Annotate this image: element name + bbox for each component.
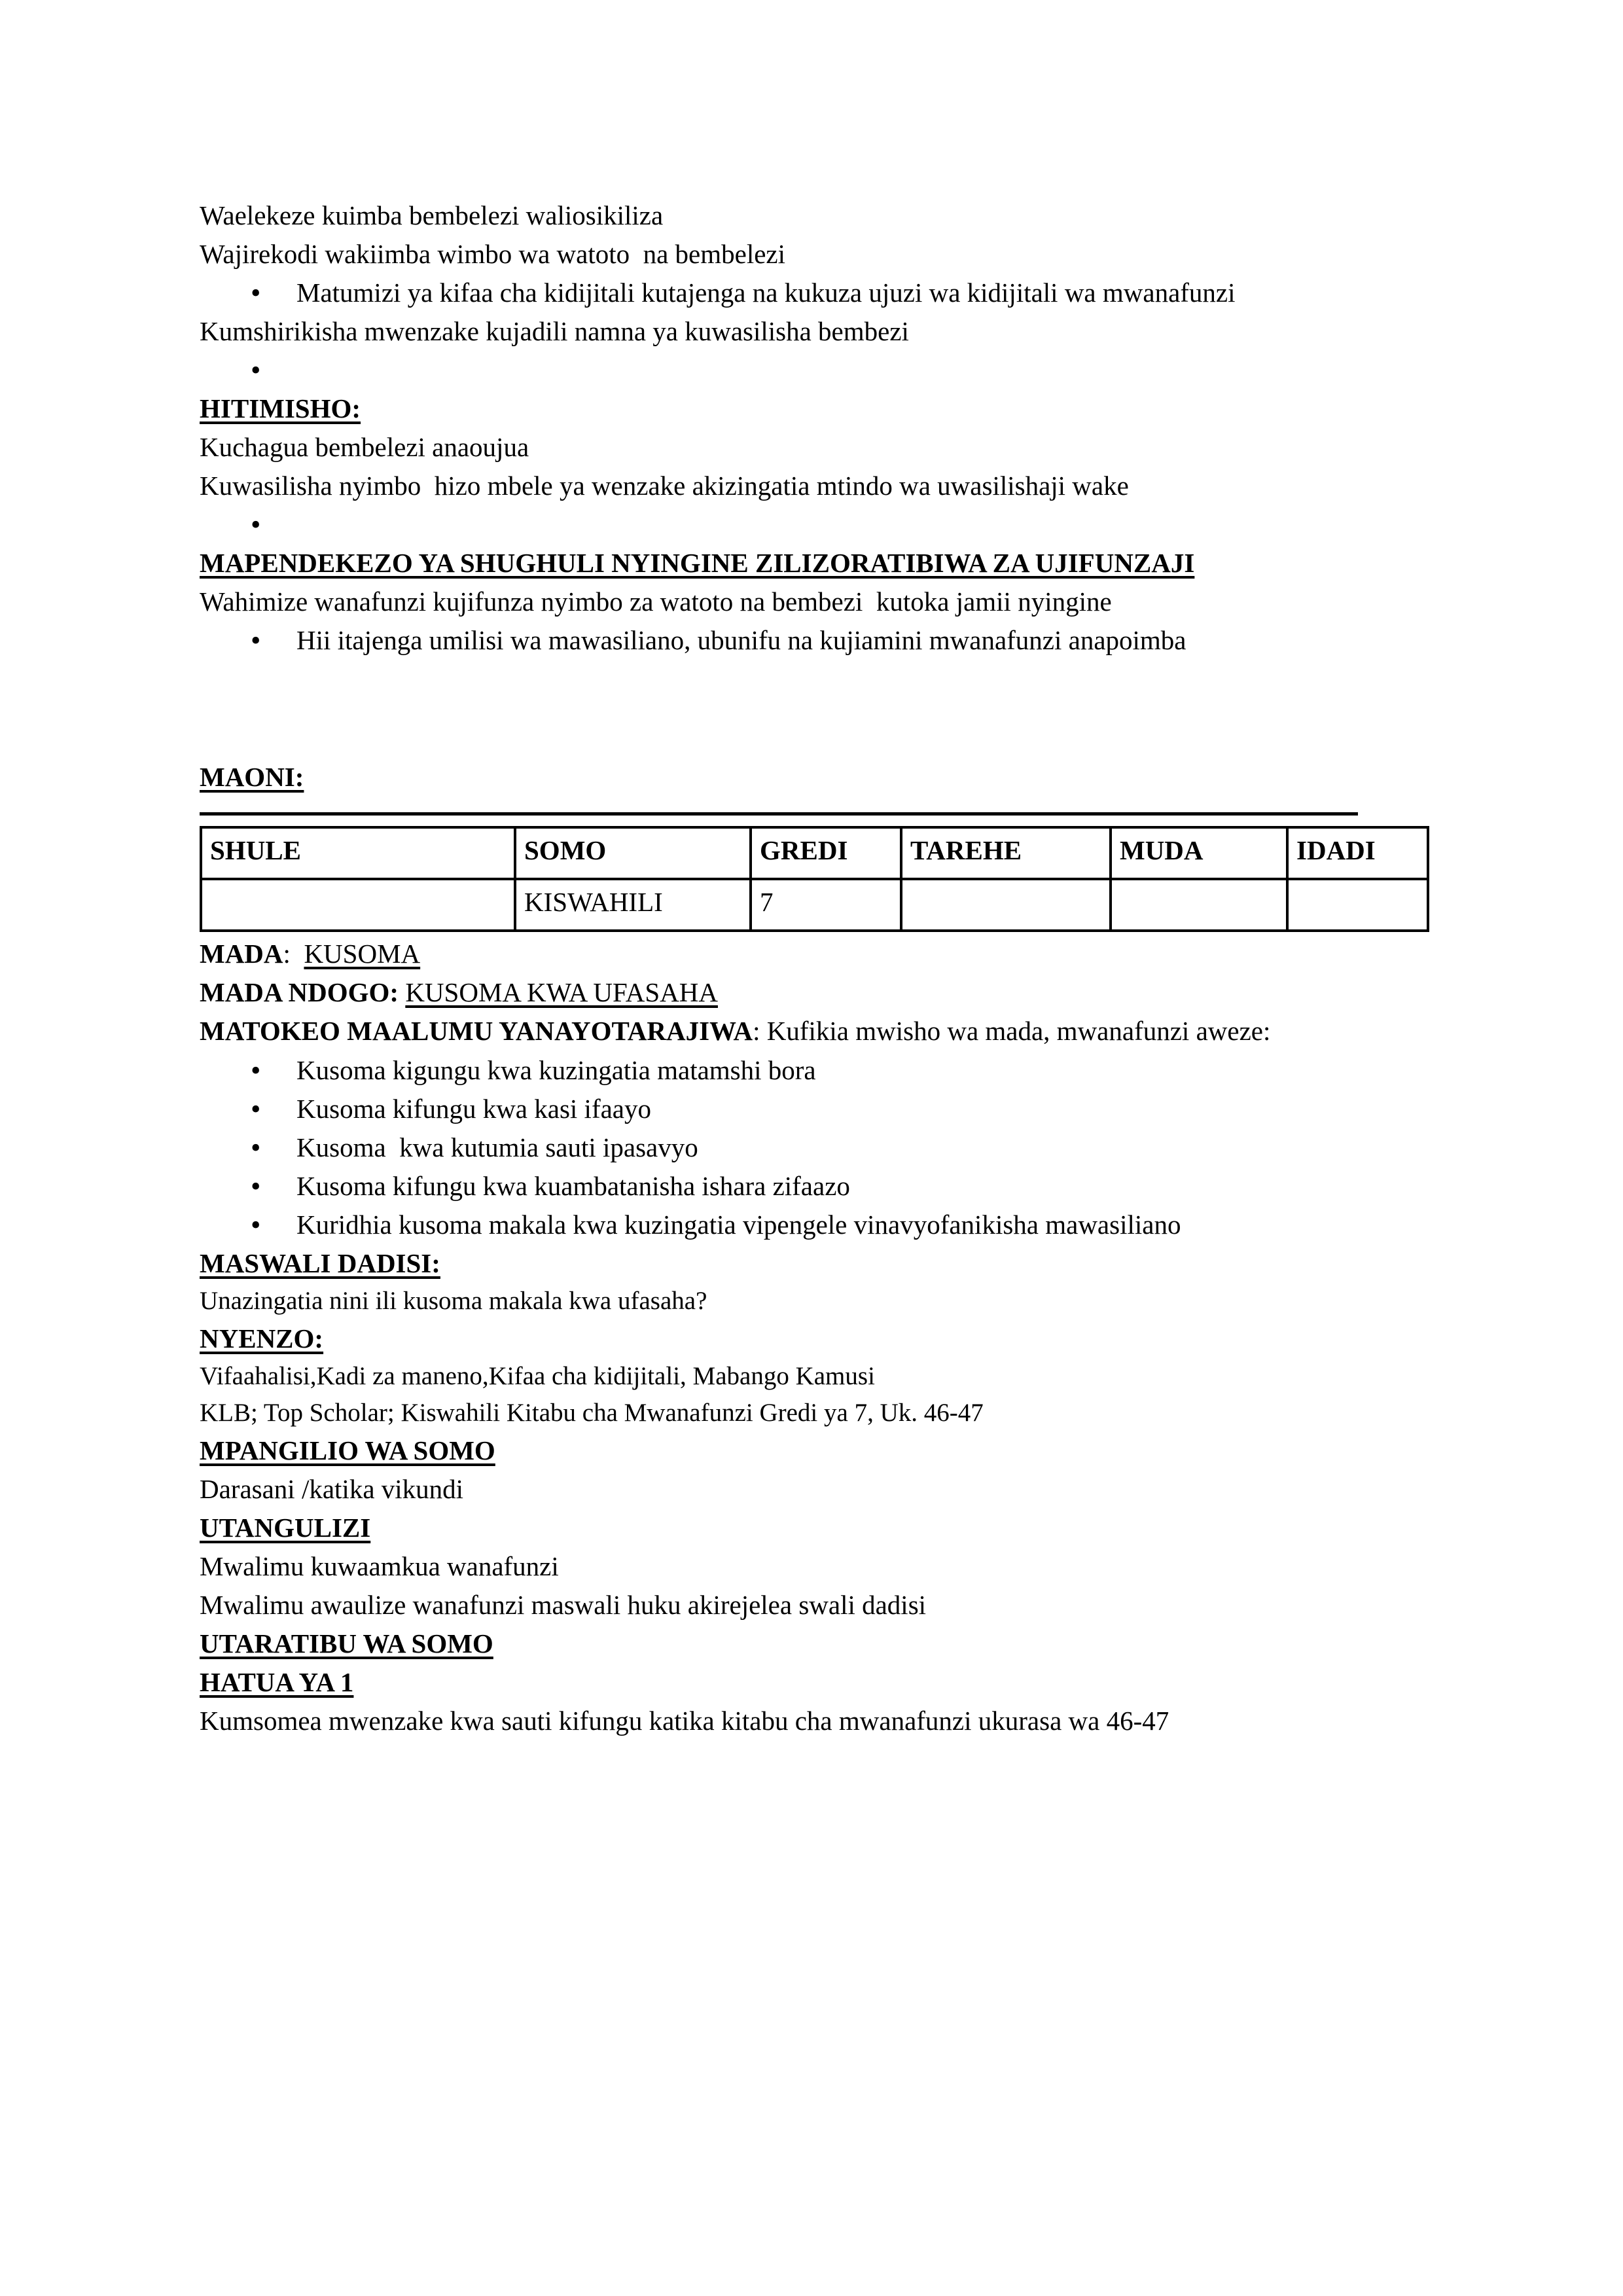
matokeo-text: : Kufikia mwisho wa mada, mwanafunzi aweze: [753,1016,1271,1047]
hitimisho-line-1: Kuchagua bembelezi anaoujua [200,432,529,463]
table-row [201,879,1428,931]
line-after-first-bullet: Kumshirikisha mwenzake kujadili namna ya kuwasilisha bembezi [200,316,909,347]
hitimisho-heading: HITIMISHO: [200,393,361,424]
table-header-idadi: IDADI [1287,827,1428,879]
table-header-shule: SHULE [201,827,515,879]
mada-ndogo-label: MADA NDOGO: [200,977,399,1008]
mada-ndogo-line [200,973,1427,1012]
mapendekezo-bullet-list [200,621,1427,660]
utangulizi-line-2: Mwalimu awaulize wanafunzi maswali huku akirejelea swali dadisi [200,1590,927,1621]
list-item: • Kusoma kigungu kwa kuzingatia matamshi bora [200,1051,1427,1090]
list-item: • Kusoma kifungu kwa kasi ifaayo [200,1090,1427,1128]
table-cell-shule[interactable] [201,879,515,931]
hatua-1-line: Kumsomea mwenzake kwa sauti kifungu katika kitabu cha mwanafunzi ukurasa wa 46-47 [200,1706,1169,1736]
mada-separator: : [283,939,304,969]
maoni-heading: MAONI: [200,762,304,793]
table-cell-gredi[interactable]: 7 [751,879,901,931]
mada-label: MADA [200,939,283,969]
list-item: • Hii itajenga umilisi wa mawasiliano, ubunifu na kujiamini mwanafunzi anapoimba [200,621,1427,660]
intro-line-1: Waelekeze kuimba bembelezi waliosikiliza [200,200,664,230]
mpangilio-heading: MPANGILIO WA SOMO [200,1435,495,1466]
utangulizi-heading: UTANGULIZI [200,1513,371,1543]
utaratibu-heading: UTARATIBU WA SOMO [200,1628,493,1659]
mada-ndogo-value: KUSOMA KWA UFASAHA [405,977,718,1008]
lesson-meta-table [200,826,1429,932]
empty-bullet-list-1 [200,351,1427,389]
table-cell-somo[interactable]: KISWAHILI [515,879,751,931]
list-item-empty [200,351,1427,389]
section-spacer [200,660,1427,758]
mada-line [200,935,1427,973]
list-item-empty [200,505,1427,544]
list-item: • Kusoma kwa kutumia sauti ipasavyo [200,1128,1427,1167]
list-item: • Matumizi ya kifaa cha kidijitali kutajenga na kukuza ujuzi wa kidijitali wa mwanafunzi [200,274,1427,312]
utangulizi-line-1: Mwalimu kuwaamkua wanafunzi [200,1551,559,1582]
table-header-row [201,827,1428,879]
table-header-gredi: GREDI [751,827,901,879]
horizontal-rule [200,812,1358,816]
hatua-1-heading: HATUA YA 1 [200,1667,354,1698]
list-item: • Kusoma kifungu kwa kuambatanisha ishara zifaazo [200,1167,1427,1206]
maswali-dadisi-heading: MASWALI DADISI: [200,1247,440,1278]
table-cell-tarehe[interactable] [901,879,1111,931]
table-header-muda: MUDA [1111,827,1287,879]
mapendekezo-line: Wahimize wanafunzi kujifunza nyimbo za watoto na bembezi kutoka jamii nyingine [200,586,1112,617]
hitimisho-line-2: Kuwasilisha nyimbo hizo mbele ya wenzake akizingatia mtindo wa uwasilishaji wake [200,471,1129,501]
matokeo-bullet-list [200,1051,1427,1244]
matokeo-line [200,1012,1427,1050]
table-cell-idadi[interactable] [1287,879,1428,931]
table-cell-muda[interactable] [1111,879,1287,931]
mada-ndogo-space [399,977,405,1007]
nyenzo-line-2: KLB; Top Scholar; Kiswahili Kitabu cha Mwanafunzi Gredi ya 7, Uk. 46-47 [200,1399,984,1427]
mpangilio-line: Darasani /katika vikundi [200,1474,464,1505]
nyenzo-heading: NYENZO: [200,1323,324,1354]
nyenzo-line-1: Vifaahalisi,Kadi za maneno,Kifaa cha kidijitali, Mabango Kamusi [200,1361,875,1390]
table-header-tarehe: TAREHE [901,827,1111,879]
list-item: • Kuridhia kusoma makala kwa kuzingatia vipengele vinavyofanikisha mawasiliano [200,1206,1427,1244]
table-header-somo: SOMO [515,827,751,879]
mada-value: KUSOMA [304,939,421,969]
intro-bullet-list [200,274,1427,312]
mapendekezo-heading: MAPENDEKEZO YA SHUGHULI NYINGINE ZILIZORATIBIWA ZA UJIFUNZAJI [200,548,1195,579]
intro-line-2: Wajirekodi wakiimba wimbo wa watoto na bembelezi [200,239,786,270]
matokeo-label: MATOKEO MAALUMU YANAYOTARAJIWA [200,1016,753,1047]
empty-bullet-list-2 [200,505,1427,544]
maswali-dadisi-line: Unazingatia nini ili kusoma makala kwa ufasaha? [200,1286,707,1315]
